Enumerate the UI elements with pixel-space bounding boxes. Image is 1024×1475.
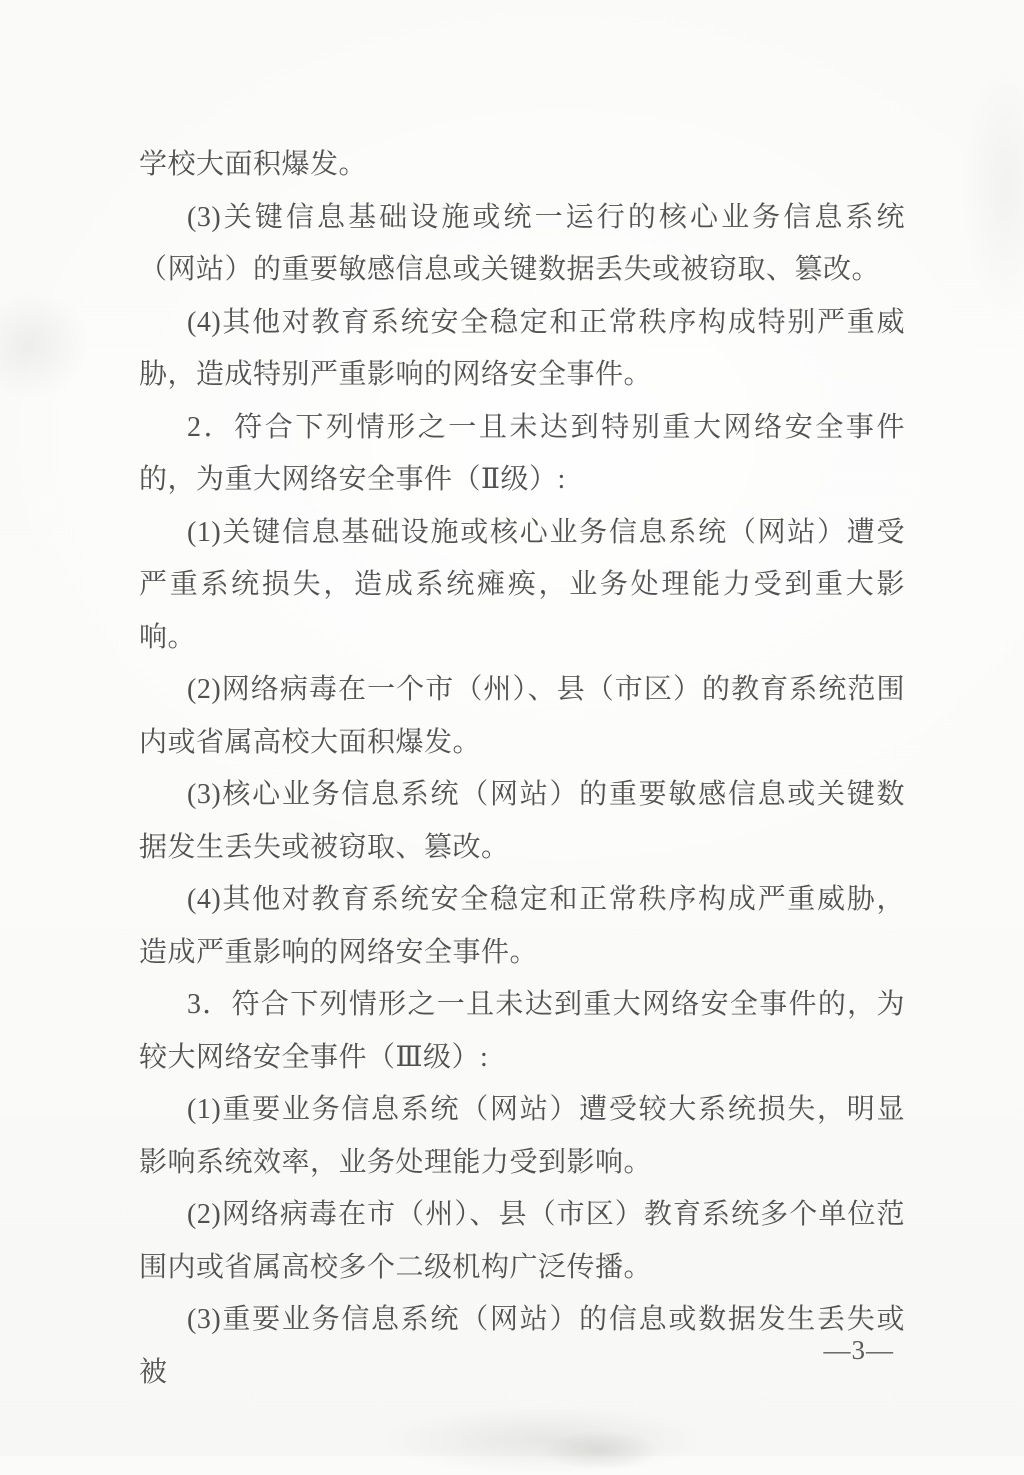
paragraph-item-2-level3: (2)网络病毒在市（州）、县（市区）教育系统多个单位范围内或省属高校多个二级机构广泛传播。 — [139, 1199, 905, 1283]
paragraph-item-4-level2: (4)其他对教育系统安全稳定和正常秩序构成严重威胁，造成严重影响的网络安全事件。 — [139, 884, 905, 968]
paragraph-item-3-level1: (3)关键信息基础设施或统一运行的核心业务信息系统（网站）的重要敏感信息或关键数据丢失或被窃取、篡改。 — [139, 201, 905, 285]
scan-smudge — [960, 60, 1024, 320]
paragraph-item-3-level2: (3)核心业务信息系统（网站）的重要敏感信息或关键数据发生丢失或被窃取、篡改。 — [139, 779, 905, 863]
paragraph-item-1-level2: (1)关键信息基础设施或核心业务信息系统（网站）遭受严重系统损失，造成系统瘫痪，业务处理能力受到重大影响。 — [139, 516, 905, 653]
scan-smudge — [380, 1405, 710, 1475]
document-body-text — [139, 139, 905, 1399]
paragraph-section-3-heading: 3．符合下列情形之一且未达到重大网络安全事件的，为较大网络安全事件（Ⅲ级）: — [139, 989, 905, 1073]
paragraph-item-1-level3: (1)重要业务信息系统（网站）遭受较大系统损失，明显影响系统效率，业务处理能力受到影响。 — [139, 1094, 905, 1178]
paragraph-continuation: 学校大面积爆发。 — [139, 149, 368, 180]
scan-smudge — [0, 270, 108, 420]
paragraph-section-2-heading: 2．符合下列情形之一且未达到特别重大网络安全事件的，为重大网络安全事件（Ⅱ级）: — [139, 411, 905, 495]
paragraph-item-2-level2: (2)网络病毒在一个市（州）、县（市区）的教育系统范围内或省属高校大面积爆发。 — [139, 674, 905, 758]
paragraph-item-3-level3: (3)重要业务信息系统（网站）的信息或数据发生丢失或被 — [139, 1304, 905, 1388]
paragraph-item-4-level1: (4)其他对教育系统安全稳定和正常秩序构成特别严重威胁，造成特别严重影响的网络安全事件。 — [139, 306, 905, 390]
scan-smudge — [540, 1430, 660, 1470]
page-number: —3— — [823, 1335, 894, 1365]
